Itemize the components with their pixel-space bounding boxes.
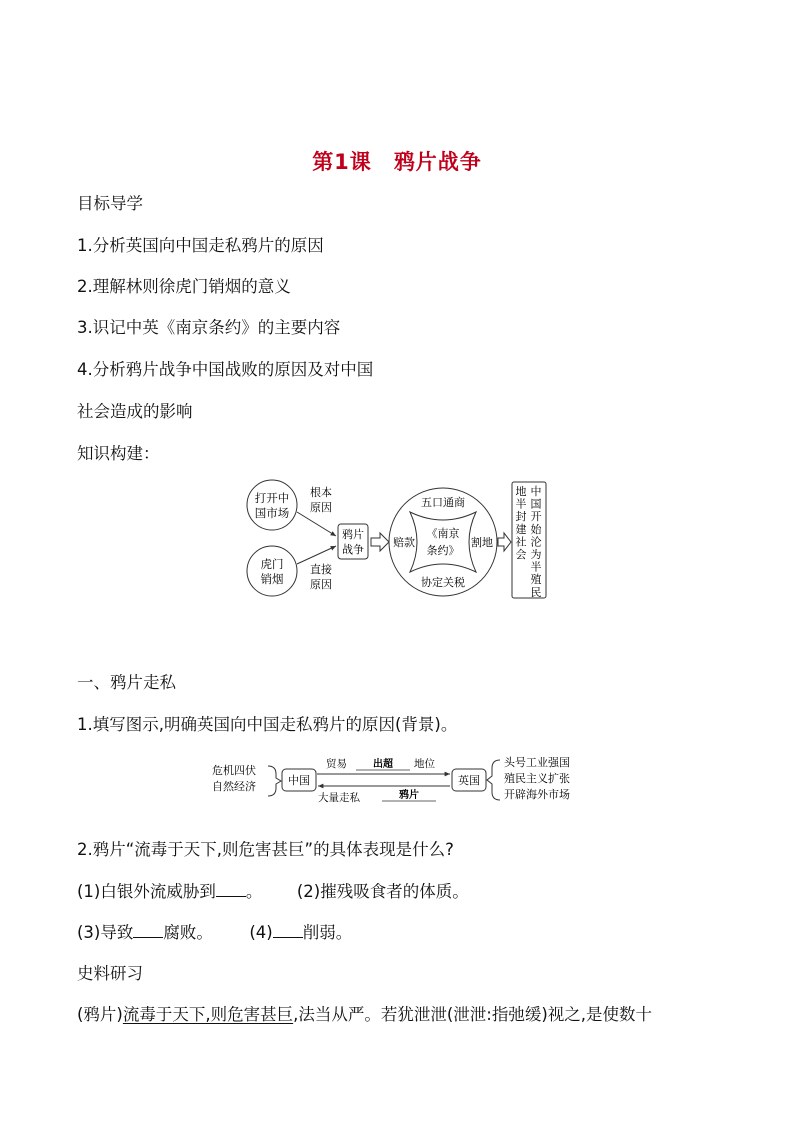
goal-4-continued: 社会造成的影响 xyxy=(77,402,193,421)
result-col2-char: 民 xyxy=(530,585,542,599)
knowledge-structure-diagram xyxy=(240,476,550,606)
goal-4: 4.分析鸦片战争中国战败的原因及对中国 xyxy=(77,360,374,379)
q2-d-prefix: (4) xyxy=(249,923,273,942)
lesson-name: 鸦片战争 xyxy=(393,150,482,174)
result-col2-char: 沦 xyxy=(530,535,542,549)
result-column-1 xyxy=(516,484,527,561)
opium-smuggling-diagram xyxy=(210,752,590,806)
source-text xyxy=(77,1001,717,1025)
source-suffix: ,法当从严。若犹泄泄(泄泄:指弛缓)视之,是使数十 xyxy=(293,1005,653,1024)
source-study-heading: 史料研习 xyxy=(77,964,143,983)
goal-1: 1.分析英国向中国走私鸦片的原因 xyxy=(77,236,324,255)
position-label: 地位 xyxy=(414,758,435,770)
label-direct-cause-1: 直接 xyxy=(310,563,332,576)
smuggle-label: 大量走私 xyxy=(318,792,360,804)
lesson-number: 第1课 xyxy=(312,150,372,174)
source-underlined: 流毒于天下,则危害甚巨 xyxy=(122,1005,294,1024)
hollow-arrow-1 xyxy=(371,533,389,551)
circle-open-market xyxy=(247,480,297,530)
treaty-left: 赔款 xyxy=(393,536,415,549)
label-direct-cause-2: 原因 xyxy=(310,578,332,591)
q2-d-blank[interactable] xyxy=(273,936,303,938)
label-root-cause-2: 原因 xyxy=(310,501,332,514)
result-col2-char: 开 xyxy=(530,510,542,524)
page-title xyxy=(0,146,794,176)
hollow-arrow-2 xyxy=(498,533,511,551)
left-label-2: 自然经济 xyxy=(212,780,256,793)
result-col1-char: 会 xyxy=(515,548,527,561)
question-2: 2.鸦片“流毒于天下,则危害甚巨”的具体表现是什么? xyxy=(77,840,454,859)
result-column-2 xyxy=(531,484,543,599)
goal-2: 2.理解林则徐虎门销烟的意义 xyxy=(77,277,291,296)
q2-answer-row-1 xyxy=(77,878,469,902)
q2-a-blank[interactable] xyxy=(216,895,246,897)
source-prefix: (鸦片) xyxy=(77,1005,123,1024)
arrow-direct xyxy=(297,546,336,564)
q2-answer-row-2 xyxy=(77,919,352,943)
treaty-center-1: 《南京 xyxy=(426,527,460,540)
treaty-top: 五口通商 xyxy=(421,496,465,509)
star-shape xyxy=(410,512,476,572)
answer2: 鸦片 xyxy=(399,790,419,801)
result-col2-char: 为 xyxy=(530,548,542,561)
q2-a-prefix: (1)白银外流威胁到 xyxy=(77,882,216,901)
goals-heading: 目标导学 xyxy=(77,194,143,213)
circle1-line2: 国市场 xyxy=(254,506,290,520)
result-col2-char: 半 xyxy=(530,560,542,574)
result-col1-char: 建 xyxy=(515,522,527,536)
result-col2-char: 始 xyxy=(530,522,542,536)
q2-a-suffix: 。 xyxy=(245,882,263,901)
treaty-center-2: 条约》 xyxy=(426,544,460,557)
war-line2: 战争 xyxy=(342,543,364,556)
result-col2-char: 殖 xyxy=(530,573,542,587)
war-line1: 鸦片 xyxy=(342,528,364,541)
q2-c-blank[interactable] xyxy=(133,936,163,938)
q2-c-suffix: 腐败。 xyxy=(163,923,213,942)
trade-label: 贸易 xyxy=(326,758,347,770)
right-brace xyxy=(487,760,500,800)
circle2-line1: 虎门 xyxy=(260,557,284,571)
treaty-right: 割地 xyxy=(471,536,493,549)
right-label-2: 殖民主义扩张 xyxy=(504,772,570,785)
circle-humen xyxy=(247,546,297,596)
goal-3: 3.识记中英《南京条约》的主要内容 xyxy=(77,318,341,337)
result-col1-char: 半 xyxy=(515,497,527,511)
britain-label: 英国 xyxy=(458,774,480,787)
china-label: 中国 xyxy=(288,774,310,787)
result-col1-char: 封 xyxy=(515,510,527,524)
q2-c-prefix: (3)导致 xyxy=(77,923,134,942)
result-col2-char: 国 xyxy=(530,497,542,511)
section-1-heading: 一、鸦片走私 xyxy=(77,673,176,692)
treaty-bottom: 协定关税 xyxy=(421,576,465,589)
circle2-line2: 销烟 xyxy=(260,572,284,586)
left-brace xyxy=(268,766,281,796)
result-col1-char: 地 xyxy=(515,485,527,498)
q2-d-suffix: 削弱。 xyxy=(302,923,353,942)
label-root-cause-1: 根本 xyxy=(310,486,332,499)
question-1: 1.填写图示,明确英国向中国走私鸦片的原因(背景)。 xyxy=(77,715,458,734)
knowledge-heading: 知识构建： xyxy=(77,444,160,463)
right-label-1: 头号工业强国 xyxy=(504,756,570,769)
q2-b: (2)摧残吸食者的体质。 xyxy=(296,882,469,901)
right-label-3: 开辟海外市场 xyxy=(504,788,570,801)
result-col1-char: 社 xyxy=(515,535,527,549)
arrow-root xyxy=(297,512,336,536)
circle1-line1: 打开中 xyxy=(254,491,290,505)
answer1: 出超 xyxy=(373,759,393,770)
result-col2-char: 中 xyxy=(530,485,542,498)
left-label-1: 危机四伏 xyxy=(212,764,256,777)
